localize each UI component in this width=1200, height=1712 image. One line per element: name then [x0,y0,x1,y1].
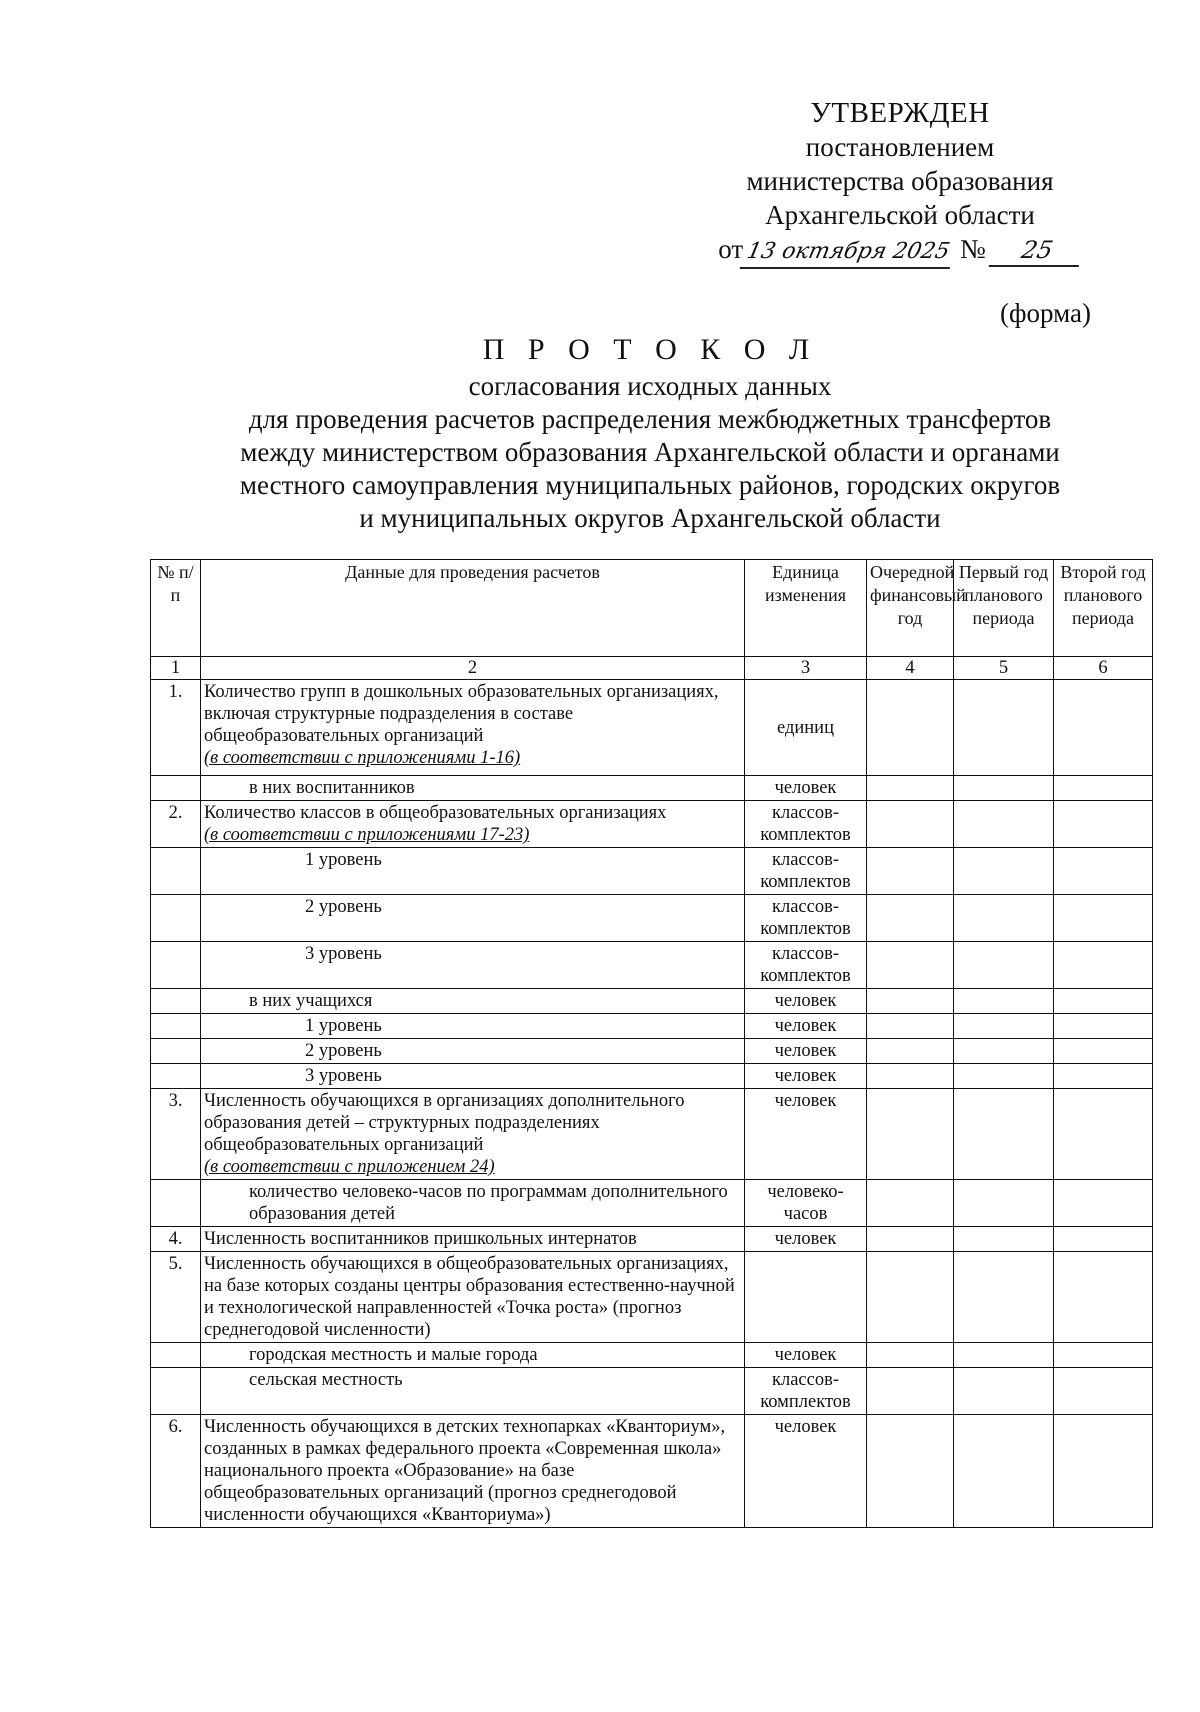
value-cell[interactable] [867,776,954,801]
row-unit: человек [745,776,867,801]
heading-line2: для проведения расчетов распределения межбюджетных трансфертов [248,404,1052,434]
row-number [151,1180,201,1227]
row-number: 1. [151,680,201,776]
row-number [151,1368,201,1415]
table-row [151,1014,1153,1039]
row-number [151,776,201,801]
index-cell: 5 [954,657,1054,680]
value-cell[interactable] [1054,1089,1153,1180]
row-text [201,801,745,848]
approval-date-line [680,232,1120,269]
index-cell: 2 [201,657,745,680]
row-text-main: Количество групп в дошкольных образовательных организациях, включая структурные подразделения в составе общеобразовательных организаций [204,682,719,746]
row-text-main: Численность обучающихся в организациях дополнительного образования детей – структурных подразделениях общеобразовательных организаций [204,1091,685,1155]
value-cell[interactable] [1054,776,1153,801]
row-unit: человек [745,1343,867,1368]
table-row [151,848,1153,895]
row-text: 3 уровень [201,1064,745,1089]
row-text: сельская местность [201,1368,745,1415]
row-number: 3. [151,1089,201,1180]
row-unit: человек [745,1415,867,1528]
value-cell[interactable] [867,801,954,848]
row-unit: человек [745,1014,867,1039]
header-unit: Единица изменения [745,560,867,657]
value-cell[interactable] [1054,1064,1153,1089]
approval-title: УТВЕРЖДЕН [810,97,990,129]
value-cell[interactable] [1054,1227,1153,1252]
value-cell[interactable] [1054,895,1153,942]
table-row [151,1039,1153,1064]
row-text [201,1089,745,1180]
value-cell[interactable] [867,1180,954,1227]
value-cell[interactable] [1054,1180,1153,1227]
value-cell[interactable] [867,1252,954,1343]
header-first-plan-year: Первый год планового периода [954,560,1054,657]
row-text-main: Количество классов в общеобразовательных организациях [204,803,667,823]
heading-line3: между министерством образования Архангельской области и органами [240,437,1060,467]
document-heading [140,330,1160,535]
value-cell[interactable] [954,1014,1054,1039]
row-number: 4. [151,1227,201,1252]
data-table [150,559,1153,1528]
row-number [151,1064,201,1089]
handwritten-date: 13 октября 2025 [740,237,957,269]
approval-line3: Архангельской области [765,200,1035,230]
header-current-year: Очередной финансовый год [867,560,954,657]
value-cell[interactable] [1054,1415,1153,1528]
value-cell[interactable] [1054,1014,1153,1039]
row-number [151,989,201,1014]
value-cell[interactable] [867,848,954,895]
table-row [151,1227,1153,1252]
value-cell[interactable] [954,1368,1054,1415]
approval-line1: постановлением [805,132,995,162]
heading-line4: местного самоуправления муниципальных районов, городских округов [239,470,1061,500]
value-cell[interactable] [1054,989,1153,1014]
table-header-row [151,560,1153,657]
value-cell[interactable] [867,1415,954,1528]
heading-line1: согласования исходных данных [468,371,832,401]
document-title: П Р О Т О К О Л [482,333,818,366]
row-text [201,680,745,776]
value-cell[interactable] [1054,1039,1153,1064]
row-number: 5. [151,1252,201,1343]
value-cell[interactable] [954,776,1054,801]
value-cell[interactable] [867,1064,954,1089]
table-row [151,1252,1153,1343]
value-cell[interactable] [867,1039,954,1064]
row-number [151,895,201,942]
value-cell[interactable] [1054,942,1153,989]
index-cell: 1 [151,657,201,680]
row-unit: человек [745,1039,867,1064]
value-cell[interactable] [954,1227,1054,1252]
table-row [151,1064,1153,1089]
table-row [151,989,1153,1014]
number-label: № [959,234,986,264]
value-cell[interactable] [1054,680,1153,776]
table-row [151,680,1153,776]
row-unit: единиц [745,680,867,776]
row-text: в них воспитанников [201,776,745,801]
index-cell: 4 [867,657,954,680]
row-unit: человек [745,1227,867,1252]
row-reference: (в соответствии с приложениями 17-23) [204,825,530,845]
table-row [151,1368,1153,1415]
value-cell[interactable] [1054,1343,1153,1368]
value-cell[interactable] [867,989,954,1014]
value-cell[interactable] [867,680,954,776]
row-text: 2 уровень [201,895,745,942]
value-cell[interactable] [867,1368,954,1415]
value-cell[interactable] [867,1089,954,1180]
table-row [151,1089,1153,1180]
value-cell[interactable] [954,1343,1054,1368]
index-cell: 3 [745,657,867,680]
value-cell[interactable] [1054,1252,1153,1343]
row-unit: человек [745,1064,867,1089]
value-cell[interactable] [867,942,954,989]
row-text: Численность обучающихся в детских технопарках «Кванториум», созданных в рамках федерального проекта «Современная школа» национального проекта «Образование» на базе общеобразовательных организаций (прогноз среднегодовой численности обучающихся «Кванториума») [201,1415,745,1528]
header-second-plan-year: Второй год планового периода [1054,560,1153,657]
row-number [151,1014,201,1039]
row-text: 1 уровень [201,1014,745,1039]
approval-block [680,96,1120,269]
row-text: 3 уровень [201,942,745,989]
row-reference: (в соответствии с приложением 24) [204,1157,495,1177]
handwritten-number: 25 [988,235,1085,267]
row-text: 2 уровень [201,1039,745,1064]
row-text: Численность воспитанников пришкольных интернатов [201,1227,745,1252]
row-unit: классов-комплектов [745,848,867,895]
row-unit: человек [745,1089,867,1180]
value-cell[interactable] [867,1343,954,1368]
value-cell[interactable] [954,895,1054,942]
value-cell[interactable] [954,680,1054,776]
table-row [151,1180,1153,1227]
row-number: 6. [151,1415,201,1528]
approval-line2: министерства образования [746,166,1054,196]
table-index-row [151,657,1153,680]
value-cell[interactable] [867,1227,954,1252]
row-number [151,942,201,989]
header-data: Данные для проведения расчетов [201,560,745,657]
table-row [151,895,1153,942]
value-cell[interactable] [954,1415,1054,1528]
value-cell[interactable] [954,848,1054,895]
row-text: 1 уровень [201,848,745,895]
row-unit [745,1252,867,1343]
row-text: городская местность и малые города [201,1343,745,1368]
value-cell[interactable] [954,1089,1054,1180]
row-text: в них учащихся [201,989,745,1014]
row-unit: классов-комплектов [745,942,867,989]
header-num: № п/п [151,560,201,657]
value-cell[interactable] [954,1180,1054,1227]
row-text: Численность обучающихся в общеобразовательных организациях, на базе которых созданы центры образования естественно-научной и технологической направленностей «Точка роста» (прогноз среднегодовой численности) [201,1252,745,1343]
row-unit: классов-комплектов [745,801,867,848]
table-row [151,801,1153,848]
row-number [151,1343,201,1368]
table-row [151,776,1153,801]
row-reference: (в соответствии с приложениями 1-16) [204,748,521,768]
table-row [151,1343,1153,1368]
value-cell[interactable] [954,942,1054,989]
row-number [151,1039,201,1064]
row-unit: человек [745,989,867,1014]
table-row [151,942,1153,989]
row-unit: человеко-часов [745,1180,867,1227]
value-cell[interactable] [867,1014,954,1039]
heading-line5: и муниципальных округов Архангельской области [359,503,941,533]
index-cell: 6 [1054,657,1153,680]
value-cell[interactable] [954,801,1054,848]
table-row [151,1415,1153,1528]
form-label: (форма) [1000,298,1091,328]
row-number [151,848,201,895]
value-cell[interactable] [954,1252,1054,1343]
row-text: количество человеко-часов по программам дополнительного образования детей [201,1180,745,1227]
row-number: 2. [151,801,201,848]
value-cell[interactable] [867,895,954,942]
value-cell[interactable] [1054,801,1153,848]
value-cell[interactable] [1054,848,1153,895]
value-cell[interactable] [954,989,1054,1014]
value-cell[interactable] [954,1064,1054,1089]
from-label: от [718,234,744,264]
row-unit: классов-комплектов [745,895,867,942]
row-unit: классов-комплектов [745,1368,867,1415]
value-cell[interactable] [954,1039,1054,1064]
value-cell[interactable] [1054,1368,1153,1415]
